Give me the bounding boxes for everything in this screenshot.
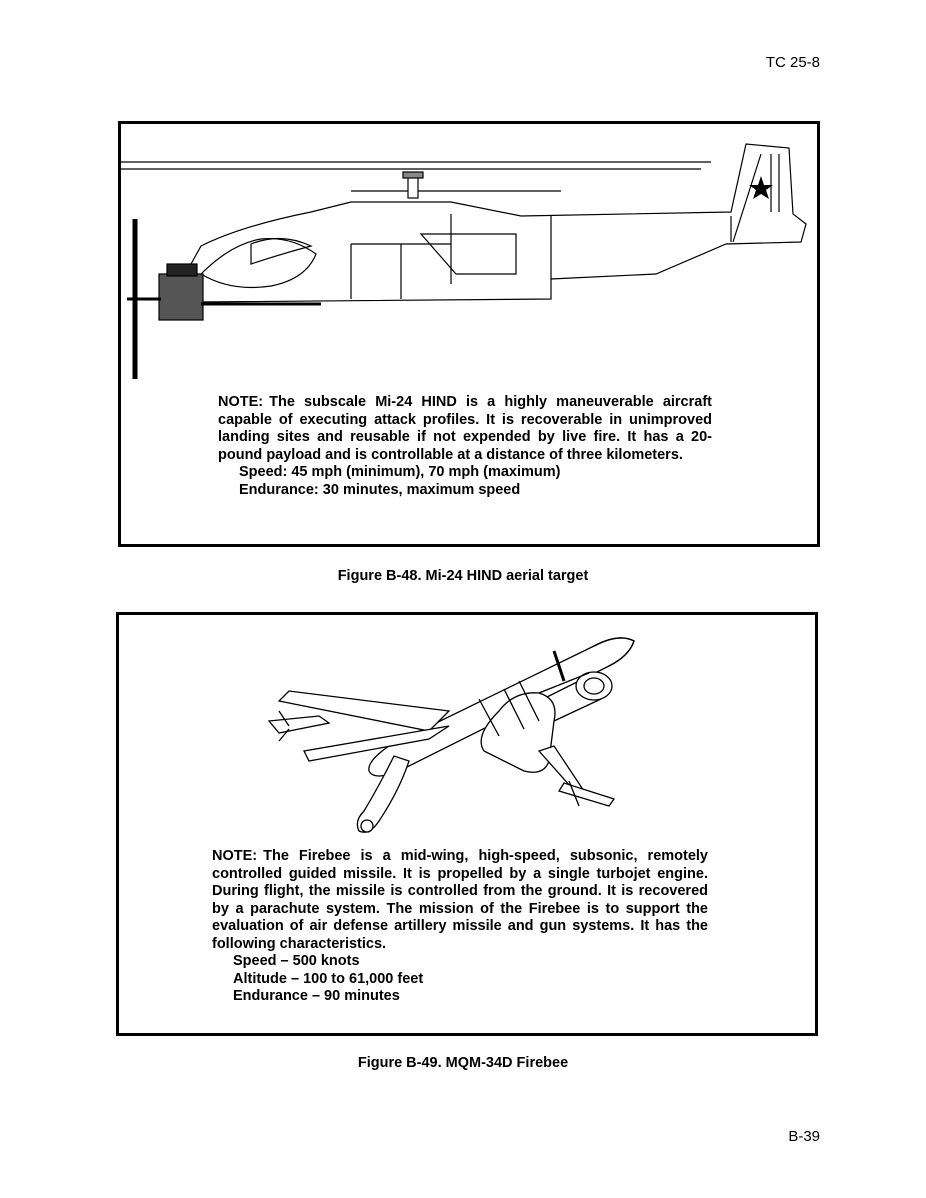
- mi24-hind-illustration: [121, 124, 817, 386]
- document-id: TC 25-8: [765, 54, 820, 71]
- note-text: The Firebee is a mid-wing, high-speed, subsonic, remotely controlled guided missile. It is propelled by a single turbojet engine. During flight, the missile is controlled from the ground. It is recovered by a parachute system. The mission of the Firebee is to support the evaluation of air defense artillery missile and gun systems. It has the following characteristics.: [212, 848, 708, 952]
- figure-b49-caption: Figure B-49. MQM-34D Firebee: [357, 1055, 569, 1071]
- characteristic-speed: Speed: 45 mph (minimum), 70 mph (maximum): [239, 464, 561, 480]
- characteristic-endurance: Endurance: 30 minutes, maximum speed: [239, 481, 521, 498]
- note-text: The subscale Mi-24 HIND is a highly maneuverable aircraft capable of executing attack profiles. It is recoverable in unimproved landing sites and reusable if not expended by live fire. It has a 20-pound payload and is controllable at a distance of three kilometers.: [218, 394, 712, 463]
- figure-b48-box: [118, 121, 820, 547]
- characteristic-endurance: Endurance – 90 minutes: [233, 988, 400, 1004]
- note-label: NOTE:: [218, 394, 264, 410]
- figure-b48-note: [218, 394, 712, 499]
- page-number: B-39: [788, 1128, 820, 1145]
- note-label: NOTE:: [212, 848, 258, 864]
- characteristic-altitude: Altitude – 100 to 61,000 feet: [233, 970, 424, 987]
- figure-b49-note: [212, 848, 708, 1006]
- firebee-illustration: [249, 621, 649, 851]
- figure-b49-box: [116, 612, 818, 1036]
- figure-b48-caption: Figure B-48. Mi-24 HIND aerial target: [337, 568, 589, 584]
- characteristic-speed: Speed – 500 knots: [233, 953, 360, 969]
